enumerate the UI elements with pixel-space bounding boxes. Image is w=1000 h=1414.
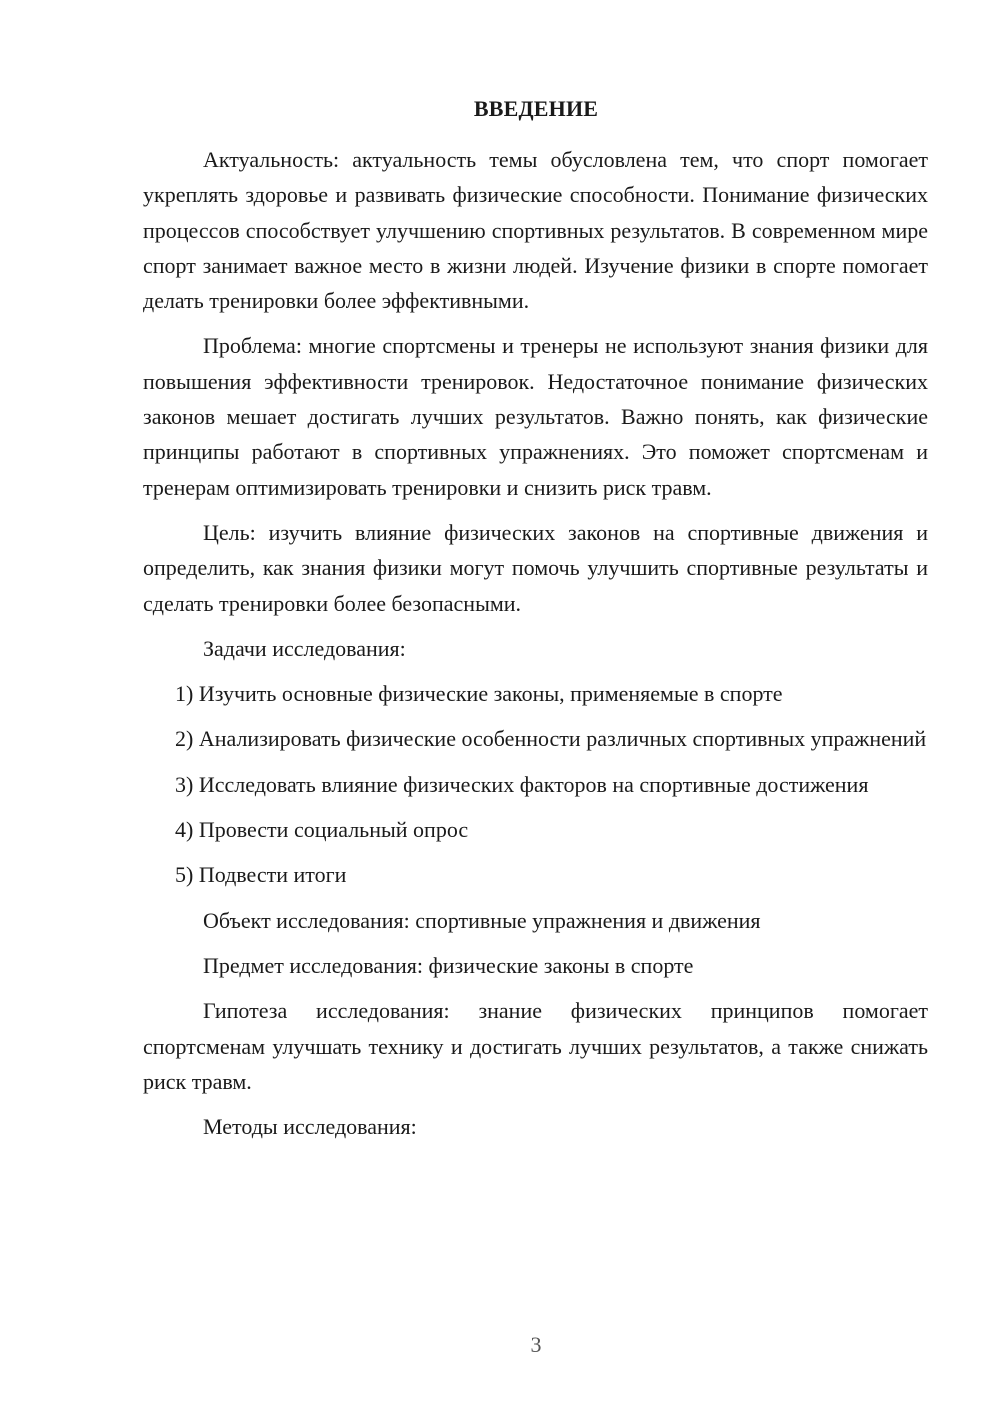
problem-paragraph: Проблема: многие спортсмены и тренеры не используют знания физики для повышения эффективности тренировок. Недостаточное понимание физических законов мешает достигать лучших результатов. Важно понять, как физические принципы работают в спортивных упражнениях. Это поможет спортсменам и тренерам оптимизировать тренировки и снизить риск травм.	[143, 333, 928, 500]
hypothesis-paragraph: Гипотеза исследования: знание физических принципов помогает спортсменам улучшать технику и достигать лучших результатов, а также снижать риск травм.	[143, 998, 928, 1094]
subject-paragraph: Предмет исследования: физические законы в спорте	[203, 952, 694, 978]
object-paragraph: Объект исследования: спортивные упражнения и движения	[203, 907, 761, 933]
task-item-1: 1) Изучить основные физические законы, применяемые в спорте	[175, 681, 783, 707]
relevance-paragraph: Актуальность: актуальность темы обусловлена тем, что спорт помогает укреплять здоровье и развивать физические способности. Понимание физических процессов способствует улучшению спортивных результатов. В современном мире спорт занимает важное место в жизни людей. Изучение физики в спорте помогает делать тренировки более эффективными.	[143, 147, 928, 314]
section-title: ВВЕДЕНИЕ	[473, 96, 599, 121]
document-body	[143, 142, 928, 1154]
task-item-2: 2) Анализировать физические особенности различных спортивных упражнений	[175, 726, 927, 752]
task-item-3: 3) Исследовать влияние физических факторов на спортивные достижения	[175, 771, 869, 797]
page-number: 3	[530, 1332, 542, 1357]
methods-heading: Методы исследования:	[203, 1114, 417, 1140]
task-item-4: 4) Провести социальный опрос	[175, 817, 469, 843]
task-item-5: 5) Подвести итоги	[175, 862, 347, 888]
goal-paragraph: Цель: изучить влияние физических законов на спортивные движения и определить, как знания физики могут помочь улучшить спортивные результаты и сделать тренировки более безопасными.	[143, 519, 928, 616]
tasks-heading: Задачи исследования:	[203, 635, 406, 661]
